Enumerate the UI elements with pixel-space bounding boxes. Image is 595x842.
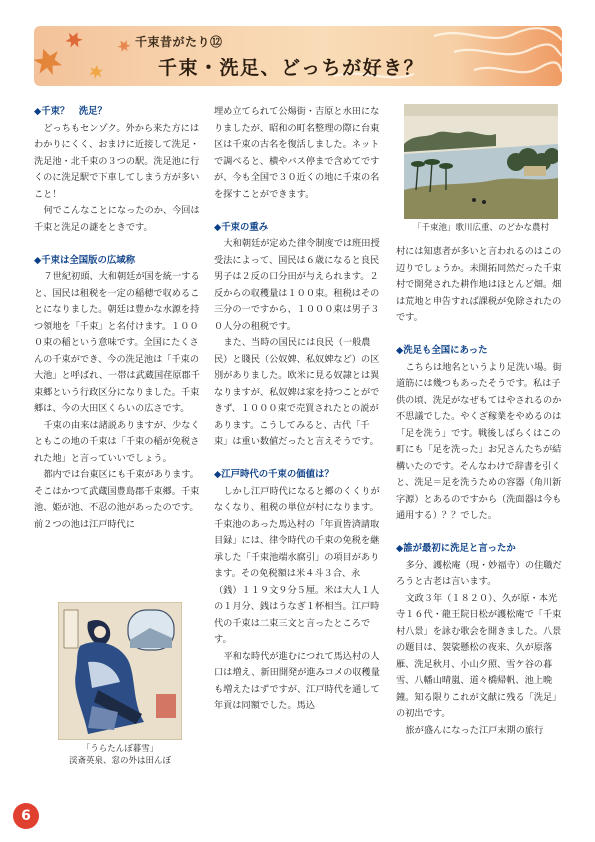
section-heading: ◆千束は全国版の広域称 (34, 254, 135, 266)
section-heading: ◆誰が最初に洗足と言ったか (396, 543, 516, 554)
column-3 (396, 244, 562, 739)
paragraph: 埋め立てられて公煬街・吉原と水田になりましたが、昭和の町名整理の際に台東区は千束の古名を復活しました。ネットで調べると、横やバス停まで含めてですが、今も全国で３０近くの地に千束の名を探すことができます。 (214, 106, 380, 200)
maple-leaf-icon (34, 44, 65, 79)
section-heading: ◆江戸時代の千束の価値は？ (214, 469, 334, 480)
column-1 (34, 104, 200, 533)
section-heading: ◆千束？ 洗足？ (34, 106, 107, 117)
maple-leaf-icon (88, 64, 103, 80)
paragraph: 千束の由来は諸説ありますが、少なくともこの地の千束は「千束の稲が免税された地」と言っていいでしょう。 (34, 419, 200, 464)
page-title: 千束・洗足、どっちが好き？ (158, 57, 425, 79)
paragraph: こちらは地名というより足洗い場。街道筋には幾つもあったそうです。私は子供の頃、洗足がなぜもてはやされるのか不思議でした。やくざ稼業をやめるのは「足を洗う」です。戦後しばらくはこの町にも「足を洗った」お兄さんたちが結構いたのです。そんなわけで辞書を引くと、洗足＝足を洗うための容器（角川新字源）とあるのですから（洗面器は今も通用する）？？でした。 (396, 361, 562, 521)
paragraph: 何でこんなことになったのか、今回は千束と洗足の謎をときです。 (34, 205, 200, 233)
paragraph: 旅が盛んになった江戸末期の旅行 (405, 724, 544, 736)
figure-caption: 「千束池」歌川広重、のどかな農村 (412, 223, 549, 233)
hiroshige-print-image (404, 104, 558, 219)
paragraph: また、当時の国民には良民（一般農民）と賤民（公奴婢、私奴婢など）の区別がありました。欧米に見る奴隷とは異なりますが、私奴婢は家を持つことができず、１０００束で売買されたとの説があります。こうしてみると、古代「千束」は重い数値だったと言えそうです。 (214, 337, 380, 447)
maple-leaf-icon (116, 37, 133, 54)
paragraph: 大和朝廷が定めた律令制度では班田授受法によって、国民は６歳になると良民男子は２反の口分田が与えられます。２反からの収穫量は１００束。租税はその三分の一ですから、１０００束は男子３０人分の租税です。 (214, 238, 380, 332)
column-2 (214, 104, 380, 715)
figure-caption: 「うらたんぼ暮雪」 渓斎英泉、窓の外は田んぼ (68, 744, 171, 766)
paragraph: 多分、護松庵（現・妙福寺）の住職だろうと古老は言います。 (396, 559, 562, 587)
paragraph: 平和な時代が進むにつれて馬込村の人口は増え、新田開発が進みコメの収穫量も増えたはずですが、江戸時代を通して年貢は同額でした。馬込 (214, 650, 380, 711)
page-number-badge: 6 (13, 803, 39, 829)
paragraph: しかし江戸時代になると郷のくくりがなくなり、租税の単位が村になります。千束池のあった馬込村の「年貢皆済請取目録」には、律令時代の千束の免税を継承した「千束池端水腐引」の項目があります。その免税額は米４斗３合、永（銭）１１９文９分５厘。米は大人１人の１月分、銭はうなぎ１杯相当。江戸時代の千束は二束三文と言ったところです。 (214, 485, 380, 645)
paragraph: 文政３年（１８２０）、久が原・本光寺１６代・龍王院日松が護松庵で「千束村八景」を詠む歌会を開きました。八景の題目は、袈裟懸松の夜来、久が原落雁、洗足秋月、小山夕照、雪ケ谷の暮雪、八幡山晴嵐、道々橋帰帆、池上晩鐘。知る限りこれが文献に残る「洗足」の初出です。 (396, 592, 562, 719)
ukiyoe-print-image (58, 602, 182, 740)
section-heading: ◆洗足も全国にあった (396, 345, 488, 356)
section-heading: ◆千束の重み (214, 221, 269, 233)
series-title: 千束昔がたり⑫ (135, 35, 223, 49)
paragraph: 村には知恵者が多いと言われるのはこの辺りでしょうか。未開拓同然だった千束村で開発された耕作地はほとんど畑。畑は荒地と申告すれば課税が免除されたのです。 (396, 246, 562, 323)
maple-leaf-icon (63, 29, 84, 51)
paragraph: ７世紀初頭、大和朝廷が国を統一すると、国民は租税を一定の稲穂で収めることになりました。朝廷は豊かな水源を持つ領地を「千束」と名付けます。１０００束の稲という意味です。全国にたくさんの千束ができ、今の洗足池は「千束の大池」と呼ばれ、一帯は武蔵国荏原郡千束郷という行政区分になりました。千束郷は、今の大田区くらいの広さです。 (34, 271, 200, 414)
paragraph: 都内では台東区にも千束があります。そこはかつて武蔵国豊島郡千束郷。千束池、姫が池、不忍の池があったのです。前２つの池は江戸時代に (34, 469, 200, 530)
paragraph: どっちもセンゾク。外から来た方にはわかりにくく、おまけに近接して洗足・洗足池・北千束の３つの駅。洗足池に行くのに洗足駅で下車してしまう方が多いこと！ (34, 122, 200, 200)
